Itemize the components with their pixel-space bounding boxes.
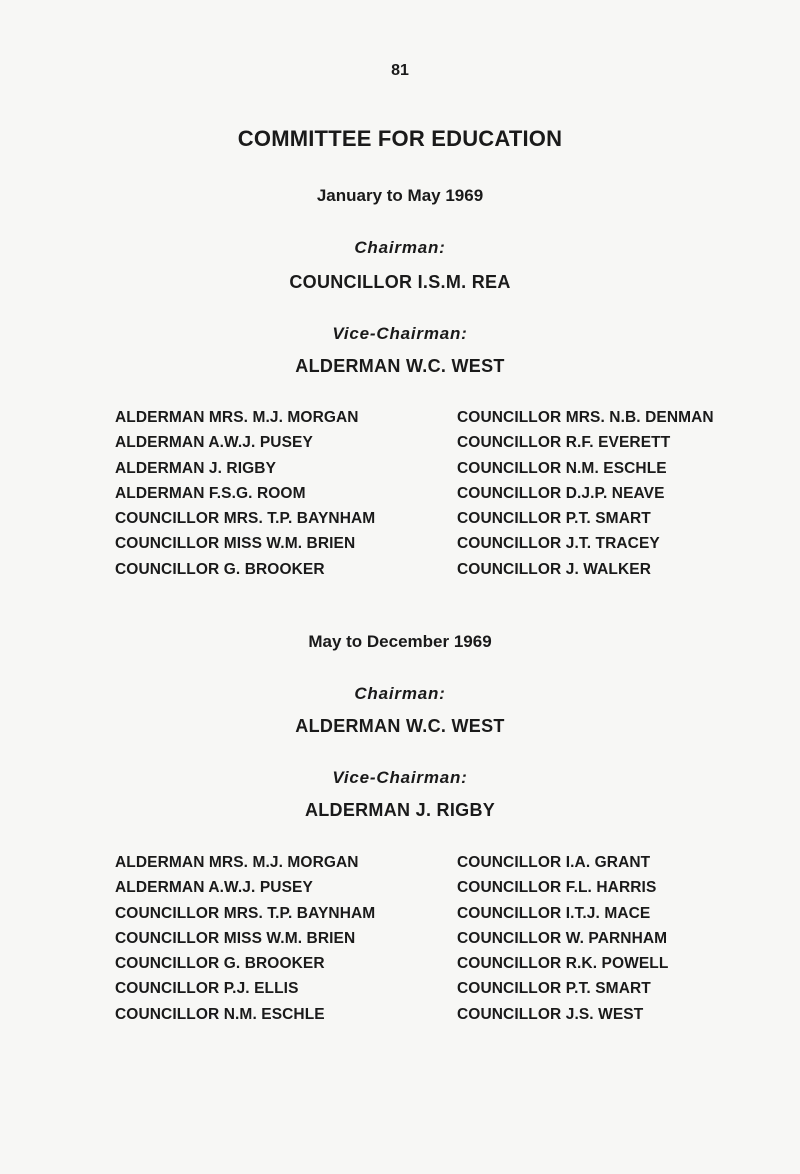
member-name: COUNCILLOR R.F. EVERETT: [457, 434, 671, 452]
member-name: COUNCILLOR J.T. TRACEY: [457, 535, 660, 553]
page-number: 81: [391, 62, 409, 79]
member-name: ALDERMAN MRS. M.J. MORGAN: [115, 409, 359, 426]
chairman-label: Chairman:: [354, 684, 446, 703]
member-name: COUNCILLOR MRS. N.B. DENMAN: [457, 409, 714, 426]
vice-chairman-label: Vice-Chairman:: [332, 768, 468, 787]
member-name: COUNCILLOR W. PARNHAM: [457, 929, 668, 947]
member-name: COUNCILLOR G. BROOKER: [115, 955, 325, 973]
vice-chairman-name: ALDERMAN W.C. WEST: [295, 356, 505, 376]
page-title: COMMITTEE FOR EDUCATION: [237, 126, 563, 151]
vice-chairman-name: ALDERMAN J. RIGBY: [304, 800, 496, 820]
member-name: ALDERMAN A.W.J. PUSEY: [115, 434, 313, 452]
member-name: ALDERMAN A.W.J. PUSEY: [115, 879, 313, 897]
member-name: COUNCILLOR R.K. POWELL: [457, 955, 669, 973]
member-name: COUNCILLOR N.M. ESCHLE: [457, 459, 667, 477]
member-column-right: [457, 850, 668, 1027]
member-name: COUNCILLOR I.T.J. MACE: [457, 904, 651, 922]
member-name: COUNCILLOR MRS. T.P. BAYNHAM: [115, 510, 376, 528]
vice-chairman-label: Vice-Chairman:: [332, 324, 468, 343]
member-name: COUNCILLOR D.J.P. NEAVE: [457, 484, 665, 502]
member-name: ALDERMAN J. RIGBY: [115, 459, 277, 477]
member-name: COUNCILLOR MISS W.M. BRIEN: [115, 929, 356, 947]
member-name: COUNCILLOR F.L. HARRIS: [457, 879, 657, 897]
member-name: COUNCILLOR MISS W.M. BRIEN: [115, 535, 356, 553]
member-name: COUNCILLOR J.S. WEST: [457, 1005, 644, 1023]
member-name: ALDERMAN F.S.G. ROOM: [115, 484, 306, 502]
member-name: COUNCILLOR P.T. SMART: [457, 510, 651, 528]
member-name: COUNCILLOR I.A. GRANT: [457, 854, 651, 871]
chairman-name: COUNCILLOR I.S.M. REA: [289, 272, 511, 292]
section-period: January to May 1969: [316, 186, 484, 205]
section-period: May to December 1969: [308, 632, 492, 651]
member-name: COUNCILLOR N.M. ESCHLE: [115, 1005, 325, 1023]
chairman-label: Chairman:: [354, 238, 446, 257]
member-column-left: [115, 850, 375, 1027]
member-column-left: [115, 405, 375, 582]
member-name: COUNCILLOR P.T. SMART: [457, 980, 651, 998]
member-name: COUNCILLOR G. BROOKER: [115, 560, 325, 578]
chairman-name: ALDERMAN W.C. WEST: [295, 716, 505, 736]
member-name: COUNCILLOR MRS. T.P. BAYNHAM: [115, 904, 376, 922]
member-column-right: [457, 405, 714, 582]
member-name: COUNCILLOR P.J. ELLIS: [115, 980, 299, 998]
member-name: COUNCILLOR J. WALKER: [457, 560, 652, 578]
member-name: ALDERMAN MRS. M.J. MORGAN: [115, 854, 359, 871]
